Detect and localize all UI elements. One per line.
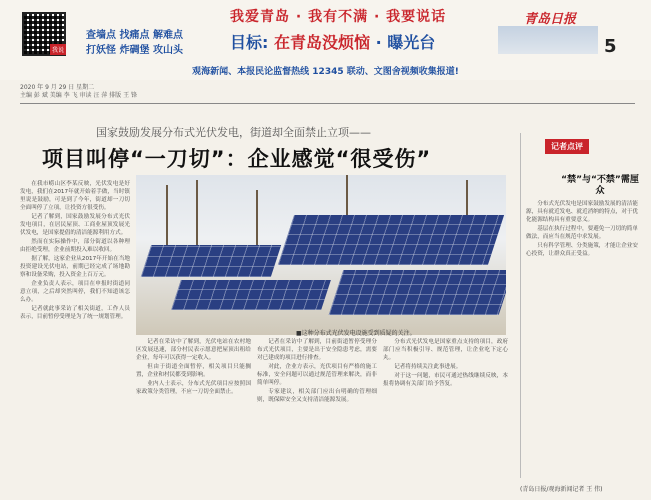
- paragraph: 记者将持续关注此事进展。: [394, 364, 462, 370]
- article-headline: 项目叫停“一刀切”：企业感觉“很受伤”: [42, 147, 432, 171]
- issue-date: 2020 年 9 月 29 日 星期二: [20, 84, 95, 91]
- article-column-1: [20, 180, 130, 480]
- top-slogan: 我爱青岛 · 我有不满 · 我要说话: [230, 9, 447, 25]
- editorial-title: “禁”与“不禁”需厘众: [561, 175, 639, 196]
- paragraph: 分布式光伏发电是国家重点支持的项目，政府部门应当积极引导、规范管理，让企业吃下定心丸。: [383, 339, 508, 361]
- page-header: [0, 0, 651, 80]
- paragraph: 但由于街道全面暂停，相关项目只能搁置，企业和村民都受到影响。: [136, 364, 251, 378]
- solar-panel-photo: [136, 175, 506, 335]
- paragraph: 基层在执行过程中，要避免一刀切的简单做法，而应当在规范中求发展。: [526, 226, 638, 240]
- paragraph: 专家建议，相关部门应出台明确的管理细则，既保障安全又支持清洁能源发展。: [257, 389, 377, 403]
- article-subhead: 国家鼓励发展分布式光伏发电，街道却全面禁止立项——: [96, 126, 371, 139]
- target-text: 在青岛没烦恼: [273, 33, 370, 52]
- target-banner: [230, 30, 435, 53]
- paragraph: 记者就此事采访了相关街道，工作人员表示，目前暂停受理是为了统一规划管理。: [20, 306, 130, 320]
- issue-meta: [20, 84, 137, 100]
- article-column-3: [257, 338, 377, 483]
- issue-editors: 主编 彭 斌 美编 李 飞 审读 汪 萍 排版 王 锋: [20, 92, 137, 99]
- newspaper-logo: 青岛日报: [524, 12, 577, 27]
- paragraph: 对此，企业方表示，光伏项目有严格的施工标准，安全问题可以通过规范管理来解决，而非简单叫停。: [257, 364, 377, 386]
- slogan-line-2: 打妖怪 炸碉堡 攻山头: [86, 45, 183, 56]
- article-column-2: [136, 338, 251, 483]
- hotline-banner: 观海新闻、本报民论监督热线 12345 联动、文图舍视频收集报道!: [192, 67, 459, 77]
- paragraph: 分布式光伏发电是国家鼓励发展的清洁能源，具有就近发电、就近消纳的特点，对于优化能源结构具有重要意义。: [526, 201, 638, 223]
- target-label: 目标:: [230, 33, 269, 52]
- slogan-line-1: 查墙点 找痛点 解难点: [86, 30, 183, 41]
- paragraph: 记者在采访中了解到，目前街道暂停受理分布式光伏项目，主要是出于安全隐患考虑，需要对已建成的项目进行排查。: [257, 339, 377, 361]
- editorial-badge: 记者点评: [545, 139, 589, 154]
- paragraph: 只有科学管理、分类施策，才能让企业安心投资，让群众真正受益。: [526, 243, 638, 257]
- editorial-body: [526, 200, 638, 480]
- paragraph: 记者在采访中了解到，光伏电站在农村地区发展迅速，部分村民表示愿意把屋顶出租给企业，每年可以获得一定收入。: [136, 339, 251, 361]
- article-column-4: [383, 338, 508, 483]
- city-skyline-image: [498, 26, 598, 54]
- page-number: 5: [604, 36, 617, 57]
- header-divider: [20, 103, 635, 104]
- paragraph: 对于这一问题，市民可通过热线继续反映，本报将协调有关部门给予答复。: [383, 373, 508, 387]
- editorial-byline: (青岛日报/观海新闻记者 王 伟): [520, 486, 603, 493]
- paragraph: 企业负责人表示，项目在申报时街道同意立项，之后却突然叫停，我们不知道该怎么办。: [20, 281, 130, 303]
- slogan-lines: [86, 28, 183, 58]
- column-divider: [520, 133, 521, 478]
- target-suffix: · 曝光台: [375, 33, 436, 52]
- paragraph: 在我市崂山区李某反映，光伏发电是好发电，我们在2017年就开始着手做，当时镇里说是鼓励，可是到了今年，街道却一刀切全面叫停了立项，让投资方很受伤。: [20, 181, 130, 211]
- paragraph: 据了解，这家企业从2017年开始在当地投资建设光伏电站，前期已经完成了场地勘察和设备采购，投入资金上百万元。: [20, 256, 130, 278]
- photo-caption: ■这种分布式光伏发电设施受到质疑的关注。: [296, 330, 416, 337]
- paragraph: 业内人士表示，分布式光伏项目应按照国家政策分类管理，不应一刀切全面禁止。: [136, 381, 251, 395]
- paragraph: 然而在实际操作中，部分街道以各种理由拒绝受理，企业前期投入难以收回。: [20, 239, 130, 253]
- qr-label: 我说: [50, 44, 66, 55]
- paragraph: 记者了解到，国家鼓励发展分布式光伏发电项目，在居民屋顶、工商业屋顶发展光伏发电，是国家提倡的清洁能源利用方式。: [20, 214, 130, 236]
